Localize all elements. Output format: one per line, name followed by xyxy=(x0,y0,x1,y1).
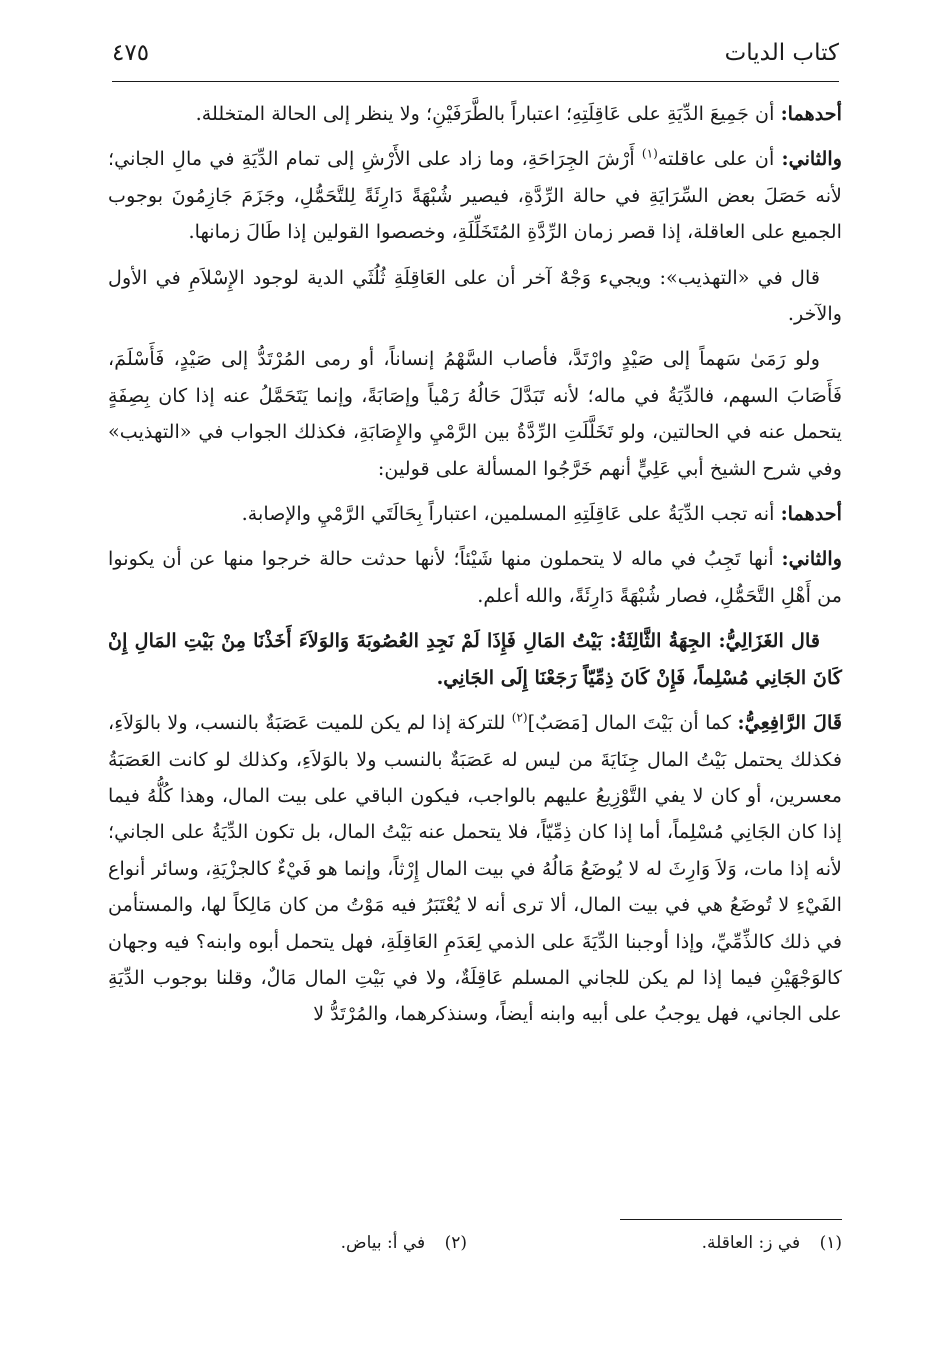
page-header xyxy=(112,38,839,78)
paragraph-text: أنها تَجِبُ في ماله لا يتحملون منها شَيْئاً؛ لأنها حدثت حالة خرجوا منها عن أن يكونوا من أَهْلِ التَّحَمُّلِ، فصار شُبْهَةً دَارِئَةً، والله أعلم. xyxy=(108,547,842,607)
footnote-number: (١) xyxy=(819,1233,842,1253)
paragraph xyxy=(108,96,842,132)
paragraph xyxy=(108,341,842,487)
footnote-text: في ز: العاقلة. xyxy=(701,1233,801,1253)
paragraph-lead: قَالَ الرَّافِعِيُّ: xyxy=(737,711,842,735)
paragraph-lead: والثاني: xyxy=(781,147,842,171)
footnote-marker: (٢) xyxy=(511,710,528,725)
paragraph-text: أن جَمِيعَ الدِّيَةِ على عَاقِلَتِهِ؛ اعتباراً بالطَّرَفَيْنِ؛ ولا ينظر إلى الحالة المتخللة. xyxy=(195,102,775,125)
footnote xyxy=(341,1233,467,1253)
paragraph-text: قال في «التهذيب»: ويجيء وَجْهٌ آخر أن على العَاقِلَةِ ثُلُثَي الدية لوجود الإِسْلاَمِ في الأول والآخر. xyxy=(108,265,842,326)
paragraph-lead: والثاني: xyxy=(781,547,842,571)
paragraph-text: كما أن بَيْتَ المال [مَصَبٌ] xyxy=(527,711,732,735)
paragraph xyxy=(108,141,842,250)
header-rule xyxy=(112,81,839,82)
page-number: ٤٧٥ xyxy=(112,40,150,66)
paragraph xyxy=(108,541,842,614)
paragraph xyxy=(108,705,842,1033)
main-text xyxy=(108,96,842,1042)
footnote-text: في أ: بياض. xyxy=(340,1233,426,1253)
footnotes xyxy=(112,1233,842,1265)
paragraph-text-continued: للتركة إذا لم يكن للميت عَصَبَةٌ بالنسب، ولا بالوَلاَءِ، فكذلك يحتمل بَيْتُ المال جِنَايَةَ من ليس له عَصَبَةٌ بالنسب ولا بالوَلاَءِ، وكذلك لو كانت العَصَبَةُ معسرين، أو كان لا يفي التَّوْزِيعُ عليهم بالواجب، فيكون الباقي على بيت المال، وهذا كُلُّهُ فيما إذا كان الجَانِي مُسْلِماً، أما إذا كان ذِمِّيّاً، فلا يتحمل عنه بَيْتُ المال، بل تكون الدِّيَةُ على الجاني؛ لأنه إذا مات، وَلاَ وَارِثَ له لا يُوضَعُ مَالُهُ في بيت المال إِرْثاً، وإنما هو فَيْءٌ كالجزْيَةِ، وسائر أنواع الفَيْءِ لا تُوضَعُ هي في بيت المال، ألا ترى أنه لا يُعْتَبَرُ فيه مَوْتُ من كان مَالِكاً لها، والمستأمن في ذلك كالذِّمِّيِّ، وإذا أوجبنا الدِّيَةَ على الذمي لِعَدَمِ العَاقِلَةِ، فهل يتحمل أبوه وابنه؟ فيه وجهان كالوَجْهَيْنِ فيما إذا لم يكن للجاني المسلم عَاقِلَةٌ، ولا في بَيْتِ المال مَالٌ، وقلنا بوجوب الدِّيَةِ على الجاني، فهل يوجبُ على أبيه وابنه أيضاً، وسنذكرهما، والمُرْتَدُّ لا xyxy=(108,711,842,1026)
paragraph-lead: أحدهما: xyxy=(780,102,842,125)
footnote-marker: (١) xyxy=(641,147,658,162)
paragraph-lead: أحدهما: xyxy=(780,502,842,526)
paragraph xyxy=(108,496,842,532)
paragraph-text-continued: أَرْشَ الجِرَاحَةِ، وما زاد على الأَرْشِ إلى تمام الدِّيَةِ في مالِ الجاني؛ لأنه حَصَلَ بعض السِّرَايَةِ في حالة الرِّدَّةِ، فيصير شُبْهَةً دَارِئَةً لِلتَّحَمُّلِ، وجَزَمَ جَازِمُونَ بوجوب الجميع على العاقلة، إذا قصر زمان الرِّدَّةِ المُتَخَلِّلَةِ، وخصصوا القولين إذا طَالَ زمانها. xyxy=(108,147,842,244)
footnote-number: (٢) xyxy=(444,1233,467,1253)
paragraph-text: قال الغَزَالِيُّ: الجِهَةُ الثَّالِثَةُ: بَيْتُ المَالِ فَإِذَا لَمْ نَجِدِ العُصُوبَةَ وَالوَلاَءَ أَخَذْنَا مِنْ بَيْتِ المَالِ إِنْ كَانَ الجَانِي مُسْلِماً، فَإِنْ كَانَ ذِمِّيّاً رَجَعْنَا إِلَى الجَانِي. xyxy=(108,629,842,689)
footnote-rule xyxy=(620,1219,842,1220)
paragraph-text: ولو رَمَىٰ سَهماً إلى صَيْدٍ وارْتَدَّ، فأصاب السَّهْمُ إنساناً، أو رمى المُرْتَدُّ إلى صَيْدٍ، فَأَسْلَمَ، فَأَصَابَ السهم، فالدِّيَةُ في ماله؛ لأنه تَبَدَّلَ حَالُهُ رَمْياً وإصَابَةً، وإنما يَتَحَمَّلُ عنه إذا كان بِصِفَةٍ يتحمل عنه في الحالتين، ولو تَخَلَّلَتِ الرِّدَّةُ بين الرَّمْيِ والإِصَابَةِ، فكذلك الجواب في «التهذيب» وفي شرح الشيخ أبي عَلِيٍّ أنهم خَرَّجُوا المسألة على قولين: xyxy=(108,347,842,480)
paragraph xyxy=(108,260,842,333)
running-title: كتاب الديات xyxy=(724,40,839,66)
footnote xyxy=(702,1233,842,1253)
paragraph-text: أنه تجب الدِّيَةُ على عَاقِلَتِهِ المسلمين، اعتباراً بِحَالَتَي الرَّمْيِ والإصابة. xyxy=(241,502,775,526)
paragraph xyxy=(108,623,842,696)
paragraph-text: أن على عاقلته xyxy=(657,147,775,171)
